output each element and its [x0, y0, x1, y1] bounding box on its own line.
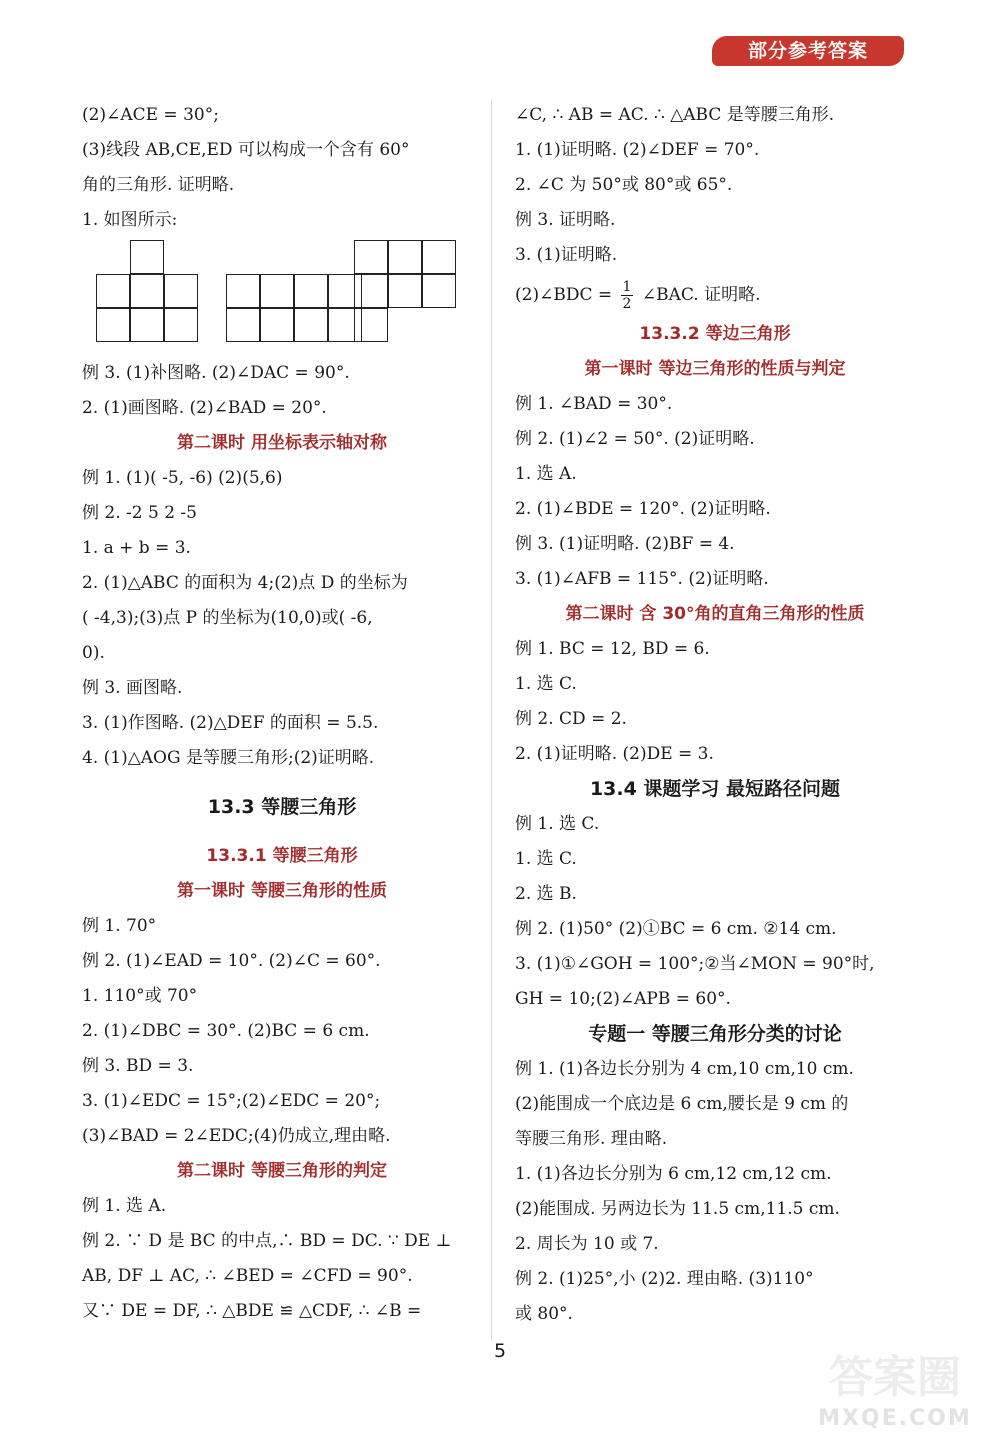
net-figures	[82, 240, 482, 350]
right-column	[515, 98, 915, 1332]
text-line: 例 2. CD = 2.	[515, 709, 627, 729]
column-divider	[491, 100, 492, 1340]
text-line: (3)∠BAD = 2∠EDC;(4)仍成立,理由略.	[82, 1126, 391, 1146]
text-line: 例 2. (1)50° (2)①BC = 6 cm. ②14 cm.	[515, 919, 837, 939]
text-line: 例 1. 选 C.	[515, 814, 600, 834]
subsection-heading: 13.3.1 等腰三角形	[206, 846, 358, 866]
text-line: 2. (1)画图略. (2)∠BAD = 20°.	[82, 398, 327, 418]
text-line: 2. (1)证明略. (2)DE = 3.	[515, 744, 714, 764]
section-heading: 13.3 等腰三角形	[207, 796, 357, 818]
text-line: 例 1. ∠BAD = 30°.	[515, 394, 673, 414]
text-line: AB, DF ⊥ AC, ∴ ∠BED = ∠CFD = 90°.	[82, 1266, 413, 1286]
subsection-heading: 第二课时 等腰三角形的判定	[177, 1161, 387, 1181]
text-line: 例 1. (1)各边长分别为 4 cm,10 cm,10 cm.	[515, 1059, 854, 1079]
text-line: (3)线段 AB,CE,ED 可以构成一个含有 60°	[82, 140, 410, 160]
text-line: 例 2. ∵ D 是 BC 的中点,∴ BD = DC. ∵ DE ⊥	[82, 1231, 452, 1251]
text-line: 例 3. (1)补图略. (2)∠DAC = 90°.	[82, 363, 350, 383]
text-line: 2. (1)∠BDE = 120°. (2)证明略.	[515, 499, 771, 519]
watermark-mark: 答案圈	[829, 1352, 961, 1403]
subsection-heading: 第二课时 含 30°角的直角三角形的性质	[565, 604, 865, 624]
left-column	[82, 98, 482, 1329]
text-line: 3. (1)①∠GOH = 100°;②当∠MON = 90°时,	[515, 954, 875, 974]
text-line: 1. (1)各边长分别为 6 cm,12 cm,12 cm.	[515, 1164, 832, 1184]
text-line: 4. (1)△AOG 是等腰三角形;(2)证明略.	[82, 748, 375, 768]
text-line: 1. (1)证明略. (2)∠DEF = 70°.	[515, 140, 760, 160]
fraction-numerator: 1	[622, 279, 632, 295]
text-line: 2. ∠C 为 50°或 80°或 65°.	[515, 175, 733, 195]
text-line: 1. 选 C.	[515, 849, 577, 869]
text-line: 1. a + b = 3.	[82, 538, 191, 558]
text-line: (2)能围成. 另两边长为 11.5 cm,11.5 cm.	[515, 1199, 840, 1219]
text-line: 角的三角形. 证明略.	[82, 175, 235, 195]
text-line: 等腰三角形. 理由略.	[515, 1129, 668, 1149]
subsection-heading: 13.3.2 等边三角形	[639, 324, 791, 344]
section-heading: 13.4 课题学习 最短路径问题	[589, 778, 841, 800]
text-line: 1. 110°或 70°	[82, 986, 198, 1006]
text-line: ∠C, ∴ AB = AC. ∴ △ABC 是等腰三角形.	[515, 105, 835, 125]
text-line: GH = 10;(2)∠APB = 60°.	[515, 989, 731, 1009]
text-line: 例 3. (1)证明略. (2)BF = 4.	[515, 534, 735, 554]
text-line: ( -4,3);(3)点 P 的坐标为(10,0)或( -6,	[82, 608, 373, 628]
text-line: 1. 选 C.	[515, 674, 577, 694]
fraction-post: ∠BAC. 证明略.	[641, 285, 761, 305]
text-line: (2)能围成一个底边是 6 cm,腰长是 9 cm 的	[515, 1094, 849, 1114]
section-banner: 部分参考答案	[712, 36, 904, 66]
text-line: 或 80°.	[515, 1304, 573, 1324]
text-line: 3. (1)∠AFB = 115°. (2)证明略.	[515, 569, 769, 589]
text-line: 3. (1)∠EDC = 15°;(2)∠EDC = 20°;	[82, 1091, 381, 1111]
text-line: 又∵ DE = DF, ∴ △BDE ≌ △CDF, ∴ ∠B =	[82, 1301, 422, 1321]
text-line: 2. 选 B.	[515, 884, 577, 904]
text-line: 例 3. BD = 3.	[82, 1056, 194, 1076]
fraction-pre: (2)∠BDC =	[515, 285, 613, 305]
text-line: 例 1. (1)( -5, -6) (2)(5,6)	[82, 468, 283, 488]
text-line: 例 2. (1)∠2 = 50°. (2)证明略.	[515, 429, 755, 449]
subsection-heading: 第一课时 等腰三角形的性质	[177, 881, 387, 901]
text-line: (2)∠ACE = 30°;	[82, 105, 219, 125]
text-line: 例 1. 选 A.	[82, 1196, 167, 1216]
text-line: 3. (1)证明略.	[515, 245, 618, 265]
text-line: 1. 选 A.	[515, 464, 577, 484]
fraction-line	[515, 273, 915, 317]
watermark-logo	[795, 1350, 995, 1445]
text-line: 1. 如图所示:	[82, 210, 178, 230]
text-line: 0).	[82, 643, 105, 663]
subsection-heading: 第二课时 用坐标表示轴对称	[177, 433, 387, 453]
text-line: 3. (1)作图略. (2)△DEF 的面积 = 5.5.	[82, 713, 379, 733]
text-line: 例 2. (1)25°,小 (2)2. 理由略. (3)110°	[515, 1269, 814, 1289]
text-line: 例 1. 70°	[82, 916, 157, 936]
section-heading: 专题一 等腰三角形分类的讨论	[588, 1023, 842, 1045]
text-line: 2. 周长为 10 或 7.	[515, 1234, 659, 1254]
fraction	[621, 279, 634, 312]
text-line: 例 1. BC = 12, BD = 6.	[515, 639, 710, 659]
text-line: 例 3. 证明略.	[515, 210, 616, 230]
text-line: 2. (1)∠DBC = 30°. (2)BC = 6 cm.	[82, 1021, 370, 1041]
text-line: 2. (1)△ABC 的面积为 4;(2)点 D 的坐标为	[82, 573, 408, 593]
text-line: 例 2. -2 5 2 -5	[82, 503, 197, 523]
text-line: 例 3. 画图略.	[82, 678, 183, 698]
page-number: 5	[493, 1340, 507, 1362]
text-line: 例 2. (1)∠EAD = 10°. (2)∠C = 60°.	[82, 951, 381, 971]
subsection-heading: 第一课时 等边三角形的性质与判定	[584, 359, 846, 379]
fraction-denominator: 2	[622, 296, 632, 312]
watermark-text: MXQE.COM	[818, 1406, 972, 1431]
